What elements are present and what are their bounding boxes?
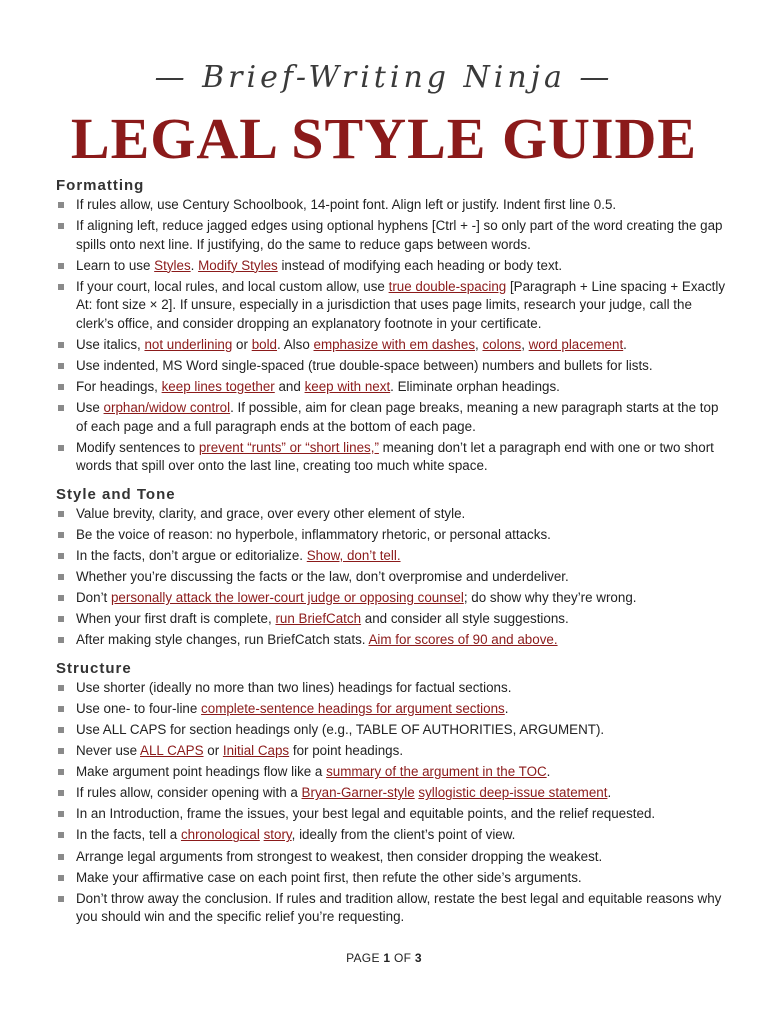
reference-link[interactable]: syllogistic deep-issue statement xyxy=(418,785,608,801)
item-text: Don’t xyxy=(76,590,111,606)
item-text: . Also xyxy=(277,336,314,352)
item-text: and xyxy=(274,379,305,395)
reference-link[interactable]: Show, don’t tell. xyxy=(306,547,401,563)
item-text: In the facts, don’t argue or editorialize. xyxy=(76,547,307,563)
item-text: Arrange legal arguments from strongest to weakest, then consider dropping the weakest. xyxy=(76,848,603,864)
reference-link[interactable]: keep with next xyxy=(304,379,391,395)
page-number: 1 xyxy=(383,951,391,965)
item-text: If aligning left, reduce jagged edges using optional hyphens [Ctrl + -] so only part of the word creating the gap spills onto next line. If justifying, do the same to reduce gaps between words. xyxy=(76,218,723,252)
reference-link[interactable]: story xyxy=(263,827,292,843)
reference-link[interactable]: Initial Caps xyxy=(222,743,290,759)
reference-link[interactable]: run BriefCatch xyxy=(275,611,362,627)
list-item xyxy=(56,869,728,888)
list-item xyxy=(56,439,728,476)
item-text: . If possible, aim for clean page breaks, meaning a new paragraph starts at the top of each page and a full paragraph ends at the bottom of each page. xyxy=(76,400,719,434)
item-text: Modify sentences to xyxy=(76,439,199,455)
item-text: ; do show why they’re wrong. xyxy=(463,590,637,606)
list-item xyxy=(56,257,728,276)
item-text: In the facts, tell a xyxy=(76,827,181,843)
item-text: For headings, xyxy=(76,379,162,395)
formatting-list xyxy=(56,196,728,476)
item-text: . xyxy=(607,785,612,801)
item-text: . xyxy=(190,257,199,273)
reference-link[interactable]: prevent “runts” or “short lines,” xyxy=(198,439,379,455)
item-text: . xyxy=(504,700,509,716)
list-item xyxy=(56,700,728,719)
item-text: In an Introduction, frame the issues, your best legal and equitable points, and the relief requested. xyxy=(76,806,656,822)
list-item xyxy=(56,763,728,782)
item-text: . Eliminate orphan headings. xyxy=(390,379,560,395)
item-text: . xyxy=(623,336,627,352)
reference-link[interactable]: Aim for scores of 90 and above. xyxy=(368,632,558,648)
item-text: and consider all style suggestions. xyxy=(361,611,569,627)
page-label: PAGE xyxy=(346,951,380,965)
item-text: Use one- to four-line xyxy=(76,700,202,716)
section-heading-style-and-tone: Style and Tone xyxy=(56,485,176,503)
list-item xyxy=(56,826,728,845)
item-text: Never use xyxy=(76,743,141,759)
item-text: After making style changes, run BriefCatch stats. xyxy=(76,632,369,648)
item-text: instead of modifying each heading or body text. xyxy=(277,257,563,273)
reference-link[interactable]: chronological xyxy=(180,827,260,843)
list-item xyxy=(56,196,728,215)
list-item xyxy=(56,217,728,254)
item-text: Whether you’re discussing the facts or the law, don’t overpromise and underdeliver. xyxy=(76,569,569,585)
list-item xyxy=(56,505,728,524)
item-text: Use xyxy=(76,400,104,416)
reference-link[interactable]: Modify Styles xyxy=(198,257,278,273)
list-item xyxy=(56,278,728,334)
item-text: Make argument point headings flow like a xyxy=(76,764,327,780)
reference-link[interactable]: summary of the argument in the TOC xyxy=(326,764,547,780)
item-text: When your first draft is complete, xyxy=(76,611,276,627)
section-heading-structure: Structure xyxy=(56,659,132,677)
reference-link[interactable]: bold xyxy=(251,336,278,352)
style-and-tone-list xyxy=(56,505,728,650)
list-item xyxy=(56,357,728,376)
list-item xyxy=(56,805,728,824)
structure-list xyxy=(56,679,728,927)
item-text: meaning don’t let a paragraph end with one or two short words that spill over onto the last line, creating too much white space. xyxy=(76,439,714,474)
item-text: Don’t throw away the conclusion. If rules and tradition allow, restate the best legal and equitable reasons why you should win and the specific relief you’re requesting. xyxy=(76,890,722,925)
list-item xyxy=(56,679,728,698)
reference-link[interactable]: word placement xyxy=(528,336,624,352)
item-text: Use shorter (ideally no more than two lines) headings for factual sections. xyxy=(76,679,512,695)
section-heading-formatting: Formatting xyxy=(56,177,145,194)
reference-link[interactable]: complete-sentence headings for argument sections xyxy=(201,700,505,716)
list-item xyxy=(56,631,728,650)
item-text: or xyxy=(232,336,252,352)
of-label: OF xyxy=(394,951,412,965)
reference-link[interactable]: orphan/widow control xyxy=(103,400,231,416)
page-total: 3 xyxy=(414,951,422,965)
item-text: , xyxy=(521,336,529,352)
reference-link[interactable]: Bryan-Garner-style xyxy=(301,785,415,801)
item-text: . xyxy=(546,764,551,780)
list-item xyxy=(56,589,728,608)
item-text: Make your affirmative case on each point first, then refute the other side’s arguments. xyxy=(76,869,582,885)
brand-tagline: — Brief-Writing Ninja — xyxy=(154,60,614,95)
item-text: If rules allow, consider opening with a xyxy=(76,785,302,801)
list-item xyxy=(56,547,728,566)
reference-link[interactable]: ALL CAPS xyxy=(140,743,204,759)
list-item xyxy=(56,378,728,397)
item-text: , xyxy=(475,336,483,352)
list-item xyxy=(56,526,728,545)
list-item xyxy=(56,336,728,355)
item-text: [Paragraph + Line spacing + Exactly At: font size × 2]. If unsure, especially in a jurisdiction that uses page limits, research your judge, call the clerk’s office, and consider dropping an explanatory footnote in your certificate. xyxy=(76,278,726,331)
item-text: for point headings. xyxy=(289,743,404,759)
list-item xyxy=(56,399,728,436)
reference-link[interactable]: emphasize with em dashes xyxy=(313,336,476,352)
reference-link[interactable]: not underlining xyxy=(144,336,233,352)
item-text: If rules allow, use Century Schoolbook, 14-point font. Align left or justify. Indent first line 0.5. xyxy=(76,197,617,212)
item-text: Use italics, xyxy=(76,336,145,352)
item-text: Use ALL CAPS for section headings only (e.g., TABLE OF AUTHORITIES, ARGUMENT). xyxy=(76,722,605,737)
reference-link[interactable]: keep lines together xyxy=(161,379,275,395)
reference-link[interactable]: colons xyxy=(482,336,522,352)
list-item xyxy=(56,742,728,761)
reference-link[interactable]: personally attack the lower-court judge or opposing counsel xyxy=(110,590,464,606)
list-item xyxy=(56,610,728,629)
list-item xyxy=(56,890,728,927)
reference-link[interactable]: Styles xyxy=(154,257,191,273)
document-body xyxy=(56,177,728,929)
page-title: LEGAL STYLE GUIDE xyxy=(70,106,698,171)
page-footer xyxy=(0,951,768,965)
list-item xyxy=(56,721,728,740)
item-text: Use indented, MS Word single-spaced (true double-space between) numbers and bullets for lists. xyxy=(76,357,653,373)
list-item xyxy=(56,848,728,867)
item-text: Be the voice of reason: no hyperbole, inflammatory rhetoric, or personal attacks. xyxy=(76,526,551,542)
list-item xyxy=(56,568,728,587)
item-text: Learn to use xyxy=(76,257,155,273)
item-text: or xyxy=(203,743,223,759)
item-text: Value brevity, clarity, and grace, over every other element of style. xyxy=(76,505,466,521)
item-text: If your court, local rules, and local custom allow, use xyxy=(76,278,389,294)
item-text: , ideally from the client’s point of view. xyxy=(291,827,516,843)
list-item xyxy=(56,784,728,803)
reference-link[interactable]: true double-spacing xyxy=(388,278,507,294)
